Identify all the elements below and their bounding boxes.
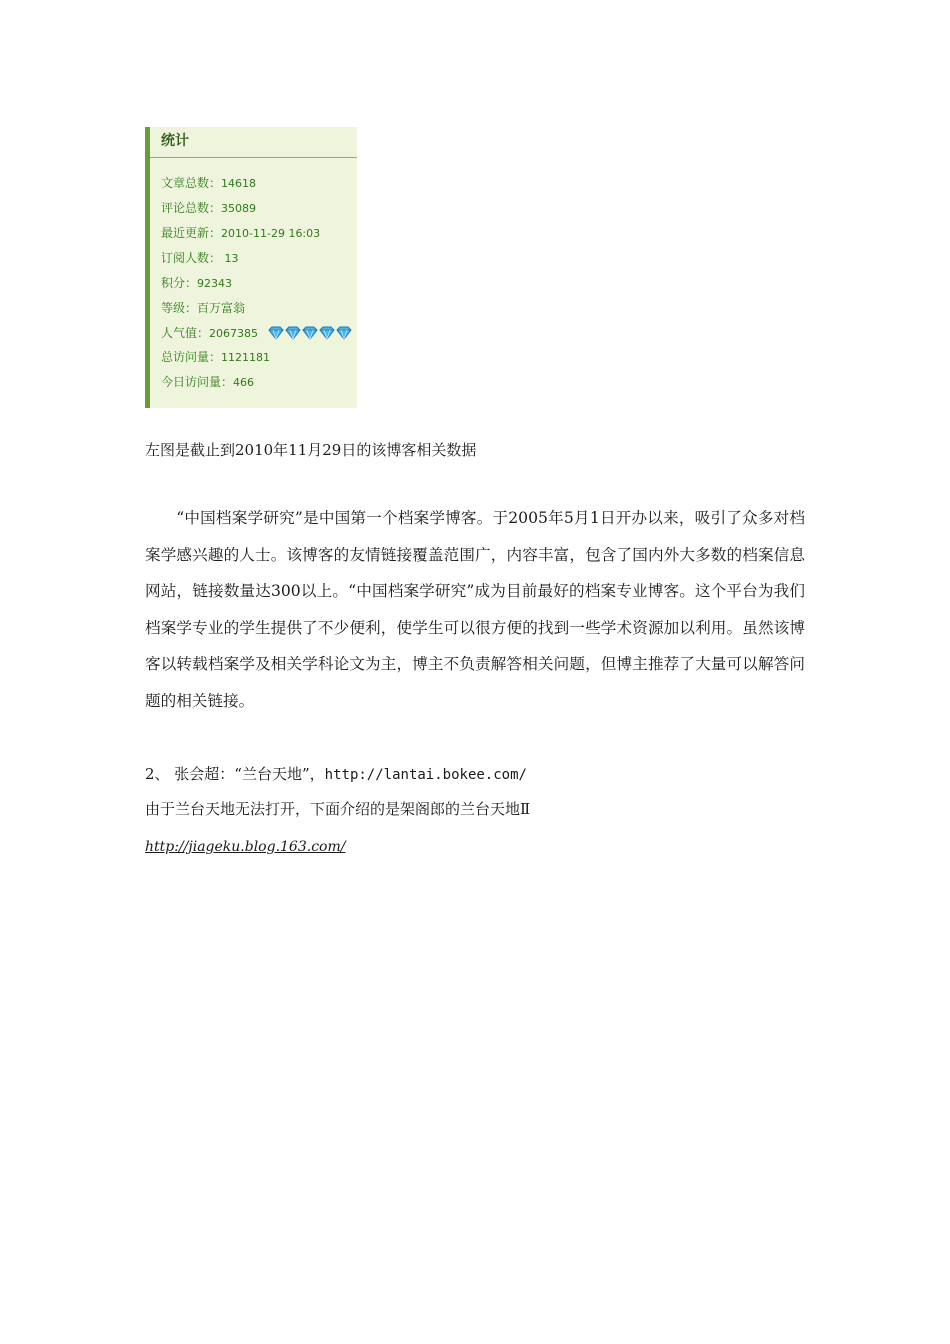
stats-row-comments: [161, 199, 256, 216]
stats-row-today-visits: [161, 373, 254, 390]
list-item-2-text: 2、 张会超：“兰台天地”，: [145, 765, 325, 783]
diamond-icon: [319, 326, 335, 340]
stats-value: 14618: [221, 177, 257, 190]
link-line: [145, 836, 345, 857]
stats-value: 13: [221, 252, 239, 265]
stats-label: 积分：: [161, 276, 198, 290]
blog-link[interactable]: http://jiageku.blog.163.com/: [145, 839, 346, 855]
stats-label: 人气值：: [161, 326, 210, 340]
stats-value: 35089: [221, 202, 257, 215]
stats-label: 文章总数：: [161, 176, 222, 190]
stats-value: 466: [233, 376, 255, 389]
stats-label: 最近更新：: [161, 226, 222, 240]
stats-label: 总访问量：: [161, 350, 222, 364]
list-item-2: [145, 764, 527, 785]
diamond-icon: [268, 326, 284, 340]
stats-value: 2067385: [209, 327, 259, 340]
body-paragraph: “中国档案学研究”是中国第一个档案学博客。于2005年5月1日开办以来，吸引了众多对档案学感兴趣的人士。该博客的友情链接覆盖范围广，内容丰富，包含了国内外大多数的档案信息网站，链接数量达300以上。“中国档案学研究”成为目前最好的档案专业博客。这个平台为我们档案学专业的学生提供了不少便利，使学生可以很方便的找到一些学术资源加以利用。虽然该博客以转载档案学及相关学科论文为主，博主不负责解答相关问题，但博主推荐了大量可以解答问题的相关链接。: [145, 509, 805, 710]
stats-value: 百万富翁: [197, 301, 246, 315]
note-text: 由于兰台天地无法打开，下面介绍的是架阁郎的兰台天地Ⅱ: [145, 800, 531, 818]
stats-panel: [145, 127, 357, 408]
diamond-icon: [285, 326, 301, 340]
image-caption: 左图是截止到2010年11月29日的该博客相关数据: [145, 441, 477, 459]
stats-row-last-update: [161, 224, 320, 241]
stats-row-level: [161, 299, 245, 316]
stats-row-total-visits: [161, 348, 270, 365]
stats-row-points: [161, 274, 232, 291]
stats-label: 订阅人数：: [161, 251, 222, 265]
diamond-icon: [302, 326, 318, 340]
stats-divider: [150, 157, 357, 158]
stats-label: 评论总数：: [161, 201, 222, 215]
stats-label: 等级：: [161, 301, 198, 315]
diamond-icon: [336, 326, 352, 340]
stats-row-popularity: [161, 324, 353, 343]
stats-label: 今日访问量：: [161, 375, 234, 389]
stats-row-subscribers: [161, 249, 239, 266]
stats-title: 统计: [161, 133, 189, 149]
stats-value: 2010-11-29 16:03: [221, 227, 321, 240]
stats-value: 92343: [197, 277, 233, 290]
stats-row-articles: [161, 174, 256, 191]
list-item-2-url[interactable]: http://lantai.bokee.com/: [324, 767, 527, 783]
gem-rating: [268, 326, 353, 343]
stats-value: 1121181: [221, 351, 271, 364]
